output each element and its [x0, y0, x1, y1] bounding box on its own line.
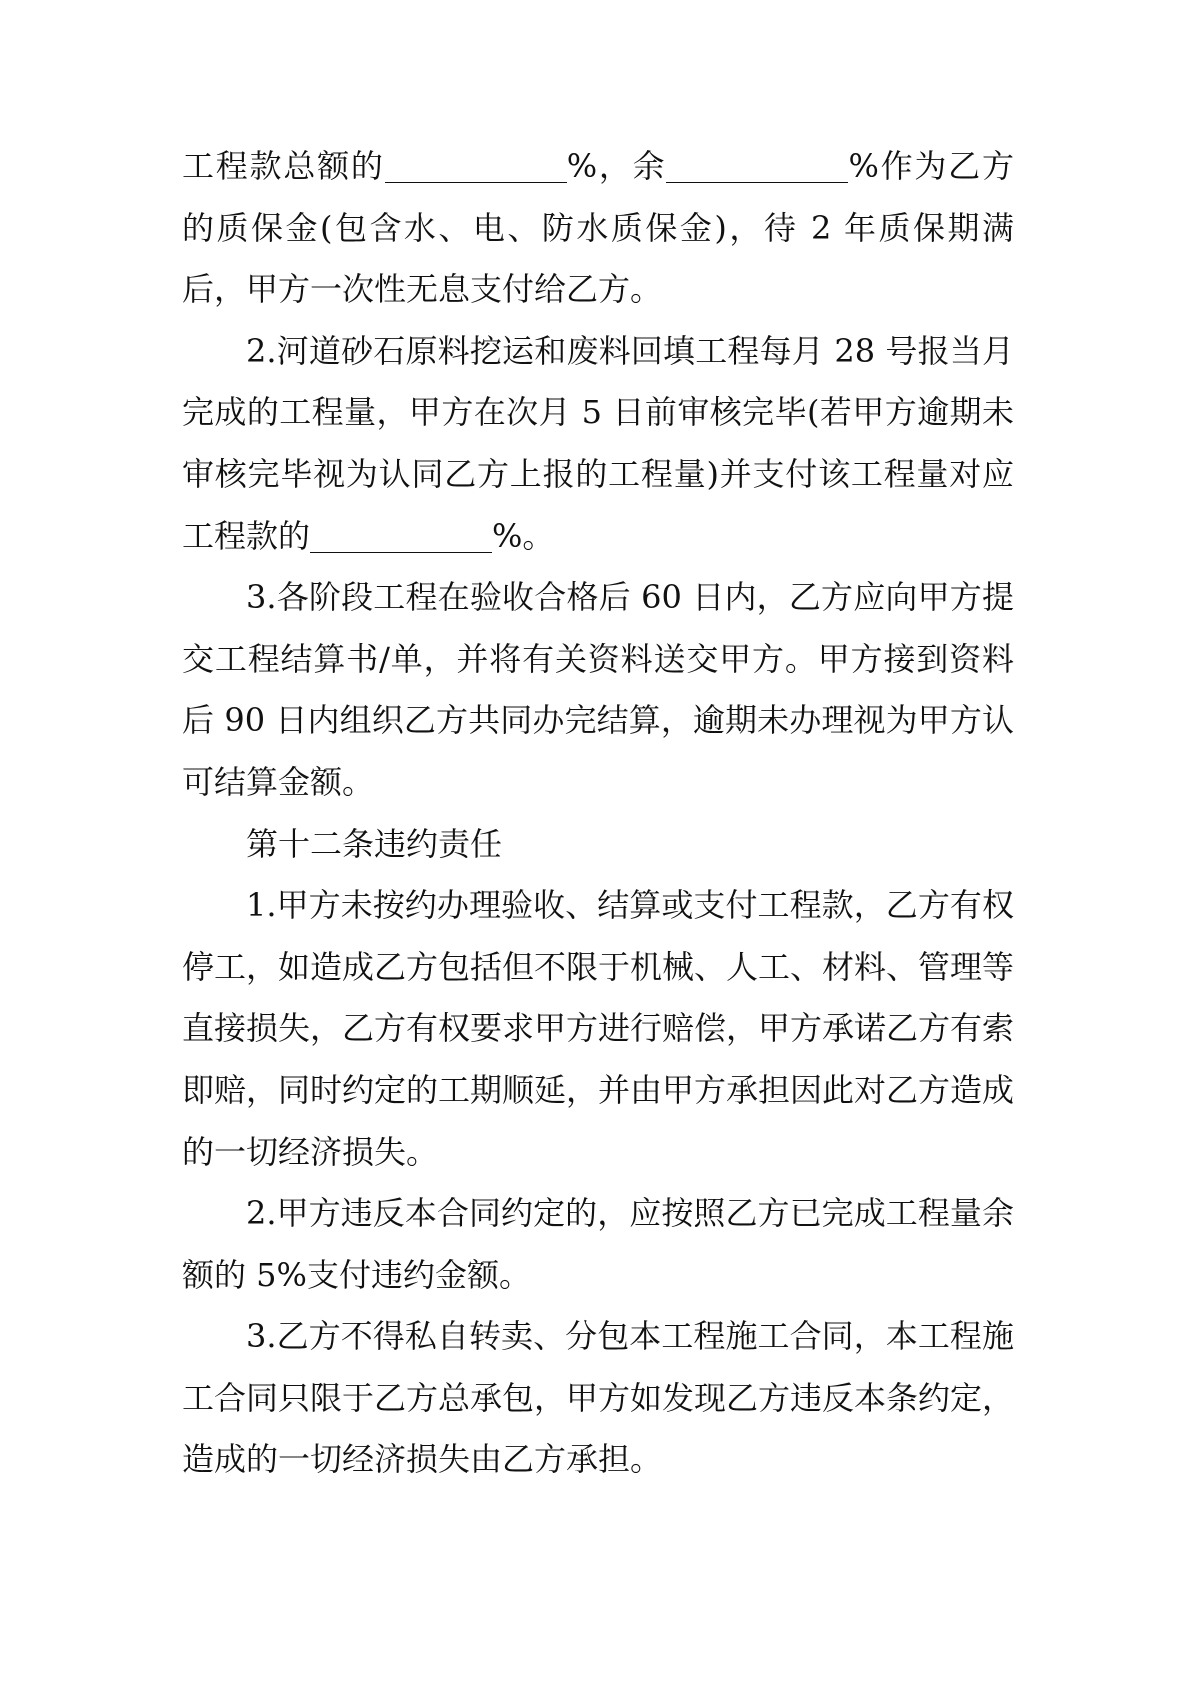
- text-segment: 工程款总额的: [182, 147, 385, 185]
- paragraph-settlement: 3.各阶段工程在验收合格后 60 日内，乙方应向甲方提交工程结算书/单，并将有关资料送交甲方。甲方接到资料后 90 日内组织乙方共同办完结算，逾期未办理视为甲方认可结算金额。: [182, 578, 1014, 801]
- paragraph-liability-3: 3.乙方不得私自转卖、分包本工程施工合同，本工程施工合同只限于乙方总承包，甲方如发现乙方违反本条约定，造成的一切经济损失由乙方承担。: [182, 1317, 1015, 1479]
- document-body: [182, 136, 1014, 1491]
- text-segment: %作为乙方的质保金(包含水、电、防水质保金)，待 2 年质保期满后，甲方一次性无息支付给乙方。: [182, 147, 1014, 309]
- text-segment: 2.河道砂石原料挖运和废料回填工程每月 28 号报当月完成的工程量，甲方在次月 5 日前审核完毕(若甲方逾期未审核完毕视为认同乙方上报的工程量)并支付该工程量对应工程款的: [182, 331, 1014, 555]
- paragraph-payment-retention: [182, 136, 1014, 321]
- paragraph-monthly-report: [182, 321, 1014, 567]
- paragraph-liability-1: 1.甲方未按约办理验收、结算或支付工程款，乙方有权停工，如造成乙方包括但不限于机械、人工、材料、管理等直接损失，乙方有权要求甲方进行赔偿，甲方承诺乙方有索即赔，同时约定的工期顺延，并由甲方承担因此对乙方造成的一切经济损失。: [182, 886, 1015, 1171]
- paragraph-liability-2: 2.甲方违反本合同约定的，应按照乙方已完成工程量余额的 5%支付违约金额。: [182, 1194, 1014, 1294]
- fill-in-blank: [310, 516, 492, 553]
- text-segment: %。: [492, 516, 555, 555]
- fill-in-blank: [666, 146, 848, 183]
- fill-in-blank: [385, 146, 567, 183]
- text-segment: %，余: [566, 147, 667, 185]
- section-heading: 第十二条违约责任: [246, 824, 503, 863]
